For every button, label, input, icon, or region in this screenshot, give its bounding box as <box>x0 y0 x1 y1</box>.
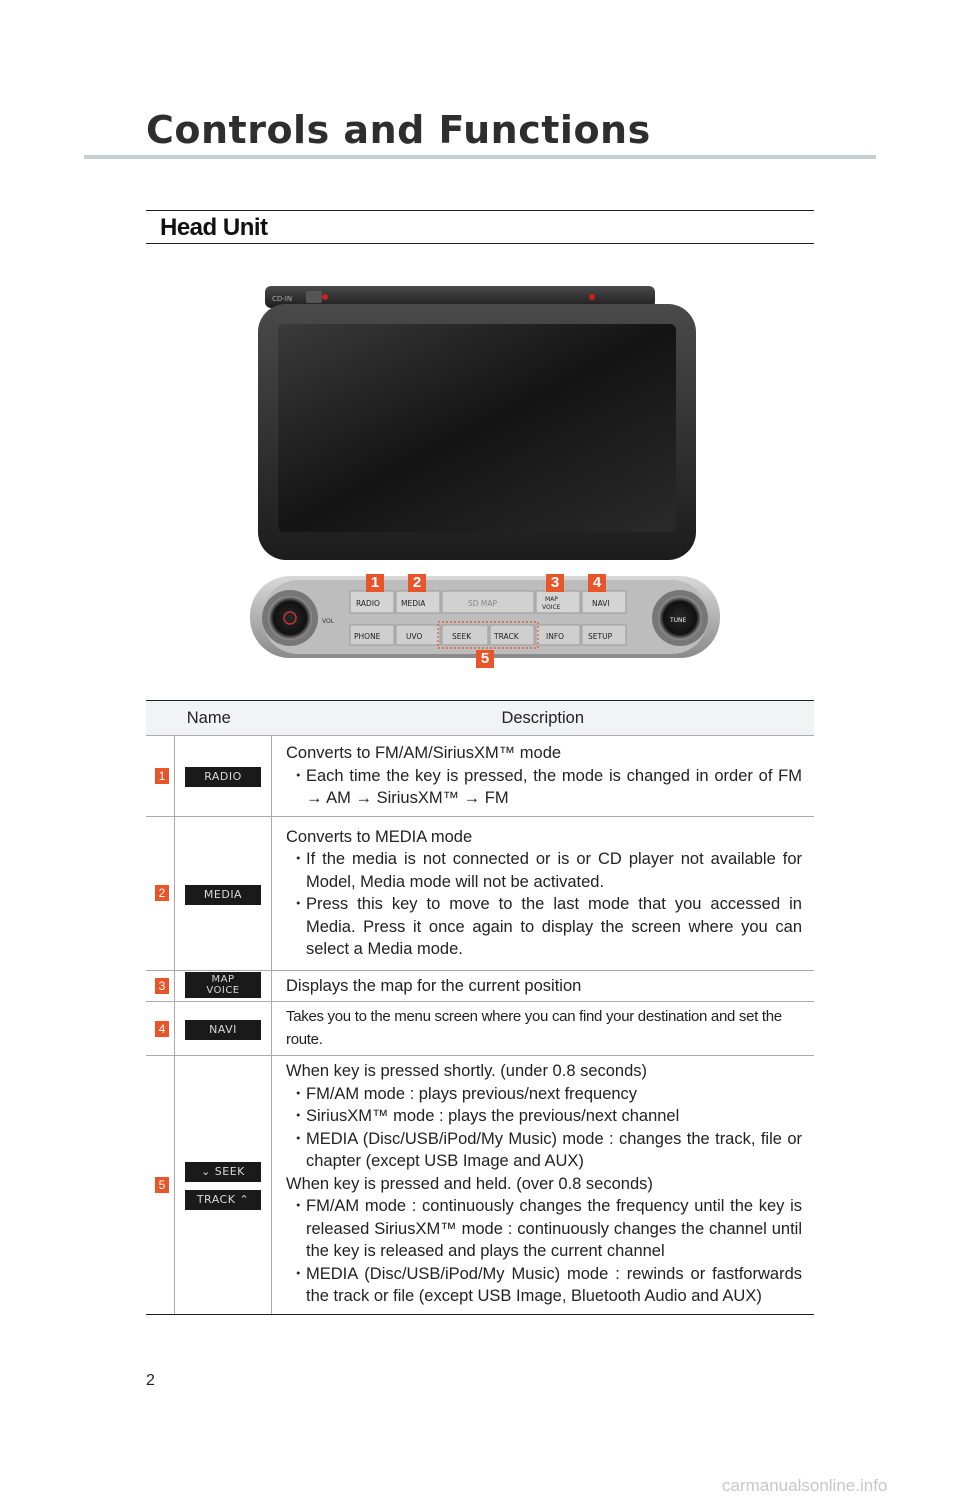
row-number: 2 <box>155 885 169 901</box>
row-lead: When key is pressed shortly. (under 0.8 seconds) <box>286 1062 648 1080</box>
table-row <box>146 970 814 1002</box>
section-header <box>146 210 814 244</box>
map-voice-line1: MAP <box>211 974 235 985</box>
row-bullet: ・ Press this key to move to the last mode that you accessed in Media. Press it once again to display the screen where you can select a Media mode. <box>286 893 802 961</box>
row-lead: Takes you to the menu screen where you can find your destination and set the route. <box>286 1008 782 1048</box>
fig-media: MEDIA <box>401 599 426 608</box>
volume-knob <box>268 596 312 640</box>
row-bullet: ・ FM/AM mode : plays previous/next frequency <box>286 1083 802 1106</box>
navi-key: NAVI <box>185 1020 261 1040</box>
seek-key: ⌄ SEEK <box>185 1162 261 1182</box>
fig-track: TRACK <box>494 632 519 641</box>
fig-phone: PHONE <box>354 632 381 641</box>
map-voice-key <box>185 972 261 998</box>
callout-4: 4 <box>588 574 606 592</box>
row-bullet: ・ MEDIA (Disc/USB/iPod/My Music) mode : changes the track, file or chapter (except USB Image and AUX) <box>286 1128 802 1173</box>
callout-5: 5 <box>476 650 494 668</box>
table-header-row <box>146 701 814 736</box>
radio-key: RADIO <box>185 767 261 787</box>
watermark: carmanualsonline.info <box>722 1476 888 1495</box>
media-key: MEDIA <box>185 885 261 905</box>
fig-uvo: UVO <box>406 632 423 641</box>
fig-setup: SETUP <box>588 632 613 641</box>
row-bullet: ・ FM/AM mode : continuously changes the frequency until the key is released SiriusXM™ mode : continuously changes the channel until the key is released and plays the current channel <box>286 1195 802 1263</box>
fig-voice: VOICE <box>542 604 561 611</box>
fig-sd-map: SD MAP <box>468 599 498 608</box>
controls-table <box>146 700 814 1315</box>
row-number: 1 <box>155 768 169 784</box>
display-screen <box>278 324 676 532</box>
header-divider <box>84 155 876 159</box>
row-lead: Converts to FM/AM/SiriusXM™ mode <box>286 744 562 762</box>
row-bullet: ・ SiriusXM™ mode : plays the previous/next channel <box>286 1105 802 1128</box>
callout-1: 1 <box>366 574 384 592</box>
row-bullet: ・ Each time the key is pressed, the mode is changed in order of FM → AM → SiriusXM™ → FM <box>286 765 802 810</box>
tune-label: TUNE <box>670 617 687 624</box>
header-name: Name <box>146 701 272 736</box>
vol-label: VOL <box>322 618 335 625</box>
table-row <box>146 1056 814 1315</box>
head-unit-photo <box>240 258 730 678</box>
callout-3: 3 <box>546 574 564 592</box>
callout-2: 2 <box>408 574 426 592</box>
fig-map: MAP <box>545 596 558 603</box>
page-title: Controls and Functions <box>146 108 651 152</box>
table-row <box>146 1002 814 1056</box>
track-label: TRACK <box>196 1193 236 1207</box>
fig-seek: SEEK <box>452 632 472 641</box>
fig-radio: RADIO <box>356 599 380 608</box>
seek-label: SEEK <box>214 1165 245 1179</box>
row-lead: Displays the map for the current position <box>286 976 582 995</box>
row-lead: Converts to MEDIA mode <box>286 827 473 846</box>
cd-in-label: CD-IN <box>272 295 293 303</box>
map-voice-line2: VOICE <box>206 985 240 996</box>
row-bullet: ・ MEDIA (Disc/USB/iPod/My Music) mode : rewinds or fastforwards the track or file (except USB Image, Bluetooth Audio and AUX) <box>286 1263 802 1308</box>
row-number: 4 <box>155 1021 169 1037</box>
track-key: TRACK ⌃ <box>185 1190 261 1210</box>
table-row <box>146 816 814 970</box>
table-row <box>146 736 814 817</box>
row-bullet: ・ If the media is not connected or is or CD player not available for Model, Media mode will not be activated. <box>286 848 802 893</box>
fig-navi: NAVI <box>592 599 610 608</box>
page-number: 2 <box>146 1372 155 1389</box>
fig-info: INFO <box>546 632 565 641</box>
row-number: 5 <box>155 1177 169 1193</box>
row-lead-2: When key is pressed and held. (over 0.8 seconds) <box>286 1174 653 1193</box>
header-description: Description <box>272 701 815 736</box>
section-title: Head Unit <box>160 214 268 241</box>
row-number: 3 <box>155 978 169 994</box>
